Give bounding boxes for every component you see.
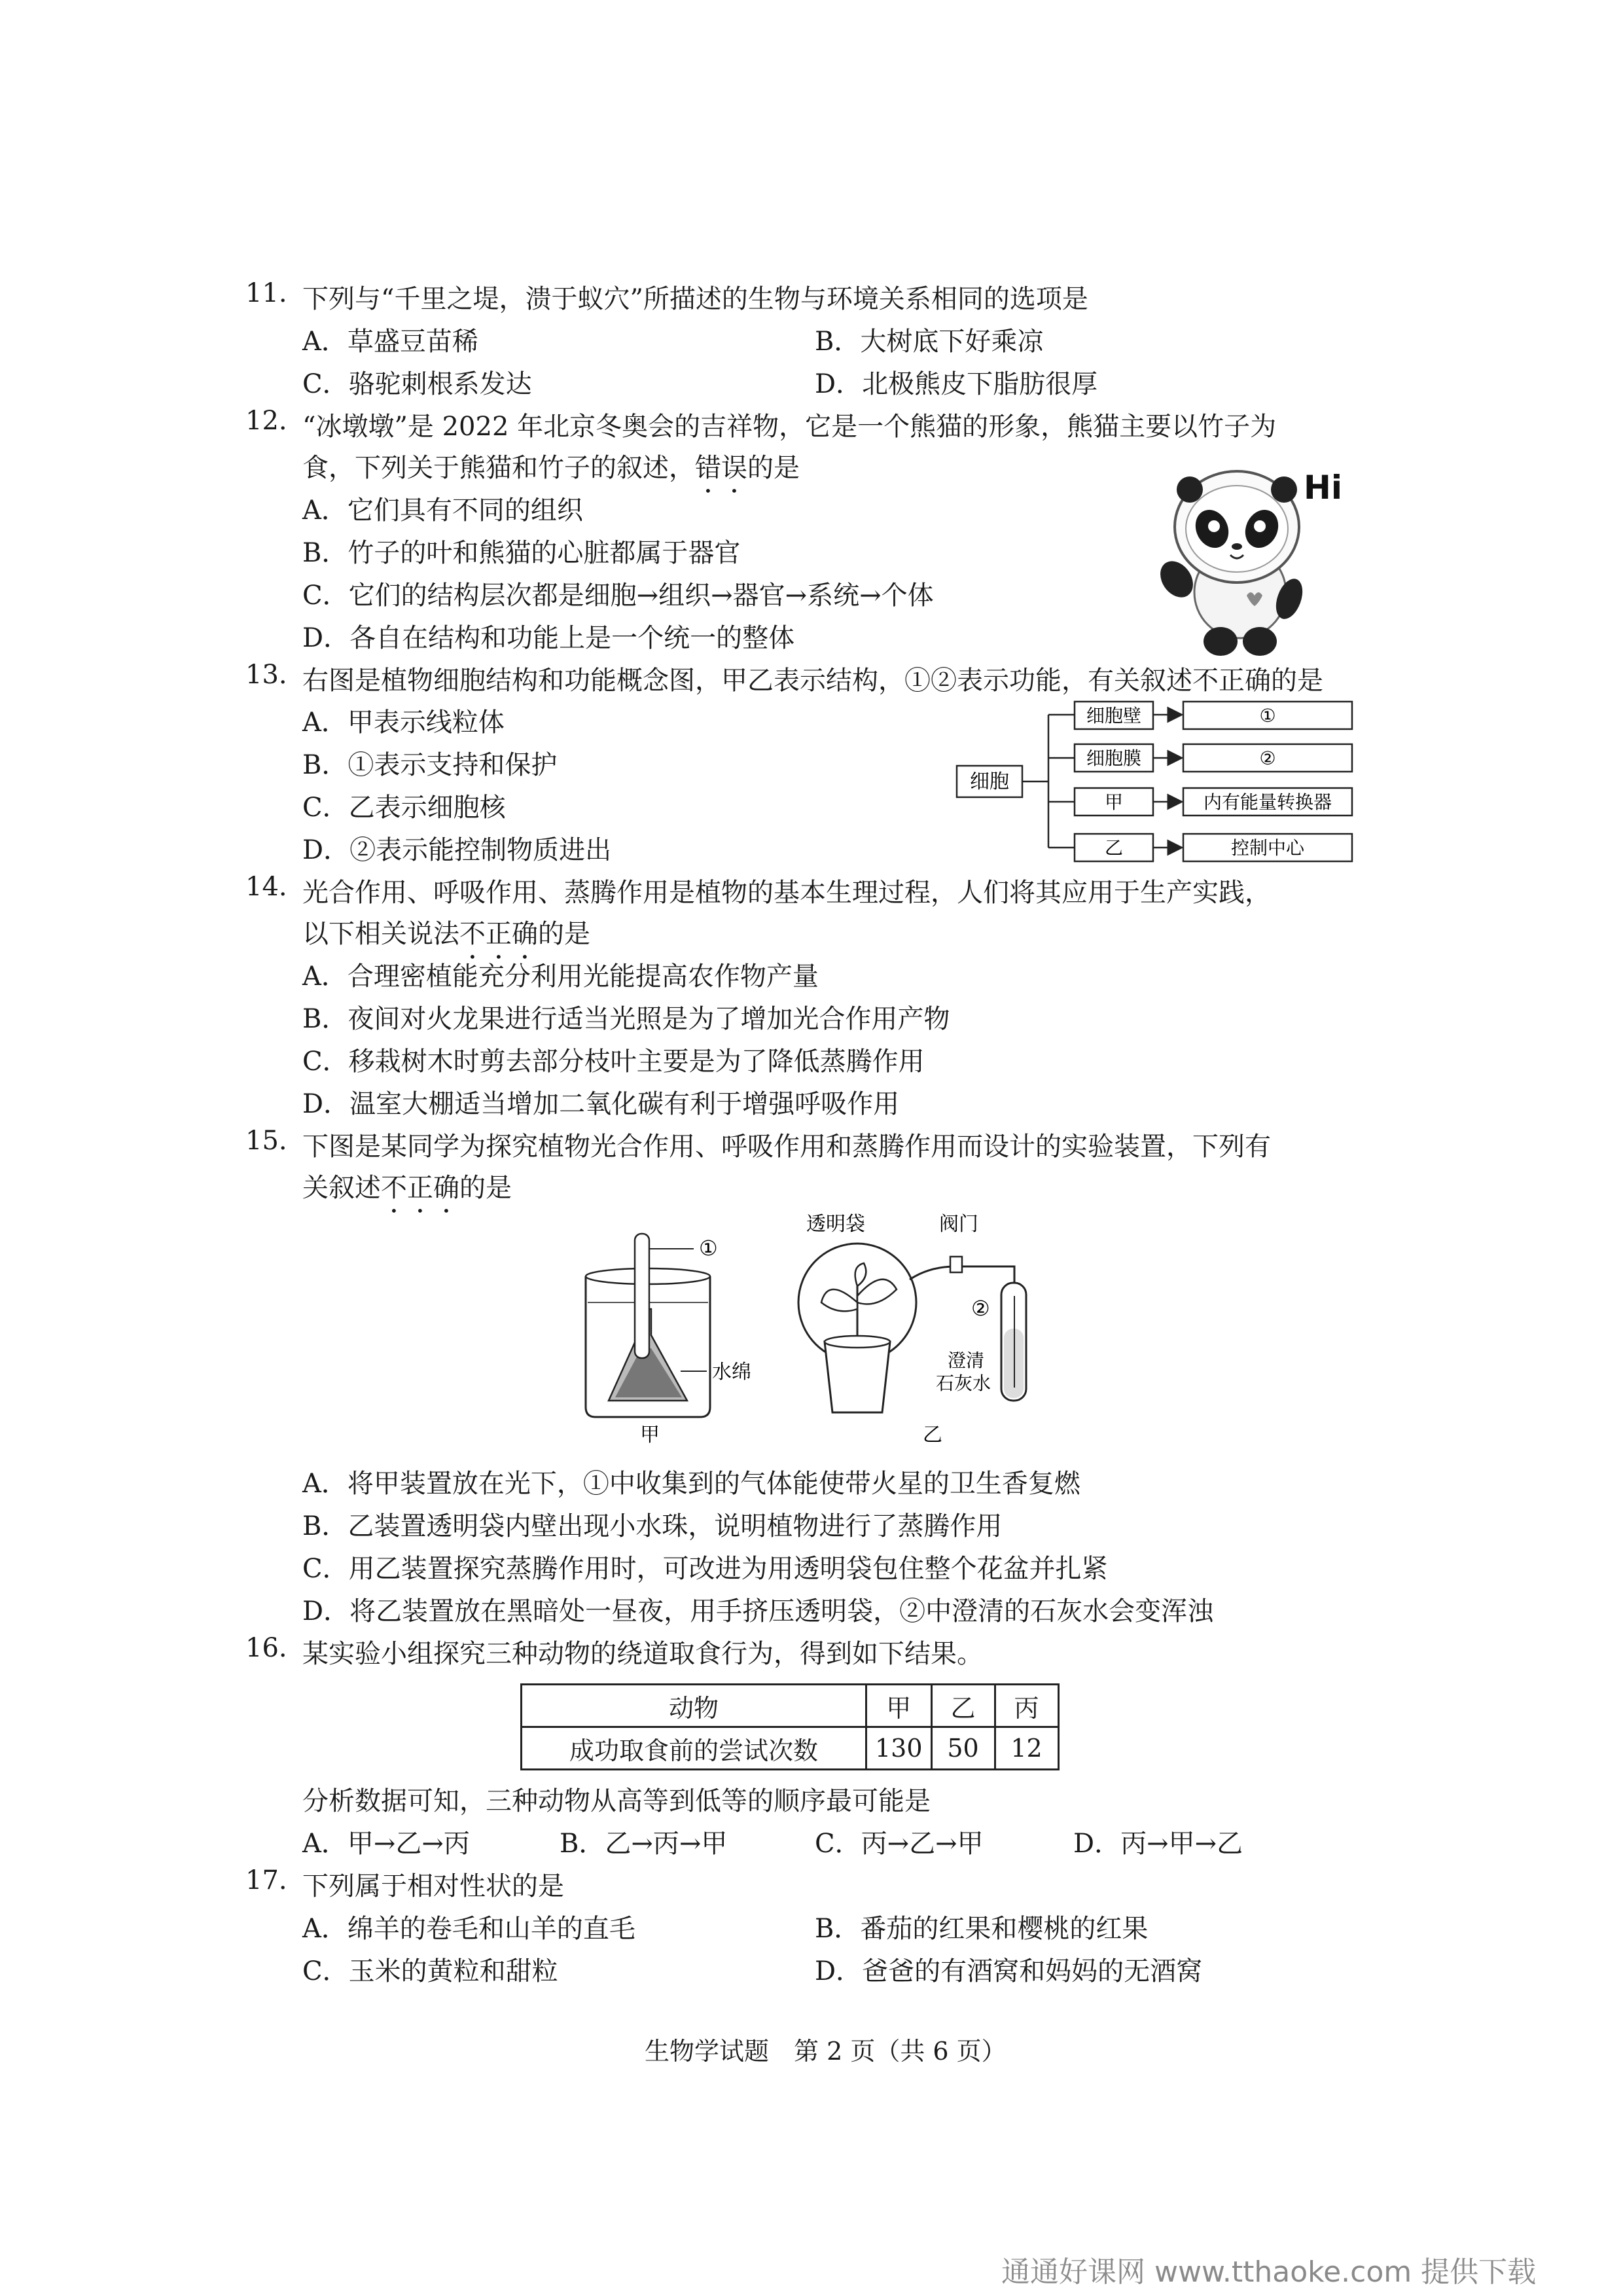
apparatus-jia [586, 1234, 751, 1446]
diagram-structure-cell-wall: 细胞壁 [1086, 705, 1142, 726]
table-cell: 12 [995, 1727, 1058, 1770]
q16-number: 16. [245, 1633, 287, 1663]
table-header-row [522, 1685, 1059, 1727]
experiment-apparatus-figure [569, 1204, 1067, 1446]
q11-option-d: D．北极熊皮下脂肪很厚 [815, 369, 1098, 399]
label-touming-bag: 透明袋 [806, 1213, 865, 1236]
emphasis-text: 不正确 [381, 1173, 459, 1203]
q14-option-a: A．合理密植能充分利用光能提高农作物产量 [302, 961, 819, 992]
mascot-hi-text: Hi [1304, 469, 1342, 507]
q15-option-b: B．乙装置透明袋内壁出现小水珠，说明植物进行了蒸腾作用 [302, 1511, 1003, 1541]
label-jia: 甲 [640, 1424, 660, 1446]
q14-stem-line1: 光合作用、呼吸作用、蒸腾作用是植物的基本生理过程，人们将其应用于生产实践， [302, 878, 1271, 908]
label-yi: 乙 [923, 1424, 942, 1446]
diagram-function-4: 控制中心 [1230, 837, 1305, 859]
q17-option-a: A．绵羊的卷毛和山羊的直毛 [302, 1914, 635, 1944]
cell-concept-diagram [955, 700, 1361, 864]
q13-option-b: B．①表示支持和保护 [302, 750, 558, 780]
q17-number: 17. [245, 1865, 287, 1895]
q14-option-b: B．夜间对火龙果进行适当光照是为了增加光合作用产物 [302, 1004, 950, 1034]
table-header-cell: 动物 [522, 1685, 866, 1727]
label-famen: 阀门 [939, 1213, 978, 1236]
diagram-function-2: ② [1259, 747, 1276, 769]
q14-option-d: D．温室大棚适当增加二氧化碳有利于增强呼吸作用 [302, 1089, 900, 1119]
q12-option-c: C．它们的结构层次都是细胞→组织→器官→系统→个体 [302, 581, 934, 611]
label-chengqing: 澄清 [948, 1350, 985, 1371]
table-cell: 50 [931, 1727, 995, 1770]
marker-1: ① [699, 1236, 718, 1261]
page-footer: 生物学试题 第 2 页（共 6 页） [645, 2037, 1007, 2066]
q14-stem-line2: 以下相关说法不正确的是 [302, 919, 590, 949]
q16-results-table [520, 1683, 1060, 1770]
marker-2: ② [971, 1296, 990, 1321]
q15-stem-line1: 下图是某同学为探究植物光合作用、呼吸作用和蒸腾作用而设计的实验装置，下列有 [302, 1132, 1271, 1162]
emphasis-text: 错误 [695, 453, 747, 483]
diagram-root-label: 细胞 [970, 770, 1009, 793]
q17-option-c: C．玉米的黄粒和甜粒 [302, 1956, 558, 1986]
q11-option-c: C．骆驼刺根系发达 [302, 369, 532, 399]
q16-option-b: B．乙→丙→甲 [560, 1829, 728, 1859]
q12-stem-line1: “冰墩墩”是 2022 年北京冬奥会的吉祥物，它是一个熊猫的形象，熊猫主要以竹子为 [302, 412, 1277, 442]
emphasis-text: 不正确 [459, 919, 538, 949]
q13-number: 13. [245, 660, 287, 690]
q17-option-b: B．番茄的红果和樱桃的红果 [815, 1914, 1149, 1944]
q13-stem: 右图是植物细胞结构和功能概念图，甲乙表示结构，①②表示功能，有关叙述不正确的是 [302, 666, 1323, 696]
apparatus-yi [798, 1213, 1026, 1446]
label-shuimian: 水绵 [712, 1361, 751, 1384]
q12-option-a: A．它们具有不同的组织 [302, 495, 583, 526]
diagram-structure-yi: 乙 [1104, 837, 1124, 859]
table-cell: 130 [866, 1727, 932, 1770]
q11-option-a: A．草盛豆苗稀 [302, 327, 478, 357]
q11-option-b: B．大树底下好乘凉 [815, 327, 1044, 357]
q15-stem-line2: 关叙述不正确的是 [302, 1173, 512, 1203]
q13-option-a: A．甲表示线粒体 [302, 708, 505, 738]
q12-option-d: D．各自在结构和功能上是一个统一的整体 [302, 623, 795, 653]
q16-option-d: D．丙→甲→乙 [1073, 1829, 1243, 1859]
q13-option-c: C．乙表示细胞核 [302, 793, 506, 823]
q13-option-d: D．②表示能控制物质进出 [302, 835, 612, 865]
q15-option-d: D．将乙装置放在黑暗处一昼夜，用手挤压透明袋，②中澄清的石灰水会变浑浊 [302, 1596, 1214, 1626]
q15-option-a: A．将甲装置放在光下，①中收集到的气体能使带火星的卫生香复燃 [302, 1469, 1080, 1499]
diagram-structure-jia: 甲 [1104, 791, 1124, 813]
q12-number: 12. [245, 406, 287, 436]
q17-stem: 下列属于相对性状的是 [302, 1871, 564, 1901]
watermark-text: 通通好课网 www.tthaoke.com 提供下载 [1001, 2255, 1537, 2289]
q17-option-d: D．爸爸的有酒窝和妈妈的无酒窝 [815, 1956, 1203, 1986]
table-header-cell: 丙 [995, 1685, 1058, 1727]
q16-option-a: A．甲→乙→丙 [302, 1829, 470, 1859]
table-header-cell: 甲 [866, 1685, 932, 1727]
q16-analysis: 分析数据可知，三种动物从高等到低等的顺序最可能是 [302, 1786, 931, 1816]
label-shihuishui: 石灰水 [936, 1372, 991, 1394]
q15-option-c: C．用乙装置探究蒸腾作用时，可改进为用透明袋包住整个花盆并扎紧 [302, 1554, 1108, 1584]
q14-option-c: C．移栽树木时剪去部分枝叶主要是为了降低蒸腾作用 [302, 1047, 925, 1077]
emphasis-text: 不正确 [1192, 666, 1271, 696]
diagram-structure-cell-membrane: 细胞膜 [1086, 747, 1142, 769]
q12-option-b: B．竹子的叶和熊猫的心脏都属于器官 [302, 538, 741, 568]
q16-option-c: C．丙→乙→甲 [815, 1829, 984, 1859]
q16-stem: 某实验小组探究三种动物的绕道取食行为，得到如下结果。 [302, 1639, 983, 1669]
q15-number: 15. [245, 1126, 287, 1156]
q11-number: 11. [245, 278, 287, 308]
table-header-cell: 乙 [931, 1685, 995, 1727]
table-row [522, 1727, 1059, 1770]
q14-number: 14. [245, 872, 287, 902]
panda-mascot-image [1158, 458, 1355, 661]
table-row-label: 成功取食前的尝试次数 [522, 1727, 866, 1770]
q11-stem: 下列与“千里之堤，溃于蚁穴”所描述的生物与环境关系相同的选项是 [302, 284, 1088, 314]
diagram-function-1: ① [1259, 705, 1276, 726]
q12-stem-line2: 食，下列关于熊猫和竹子的叙述，错误的是 [302, 453, 800, 483]
diagram-function-3: 内有能量转换器 [1203, 791, 1332, 813]
